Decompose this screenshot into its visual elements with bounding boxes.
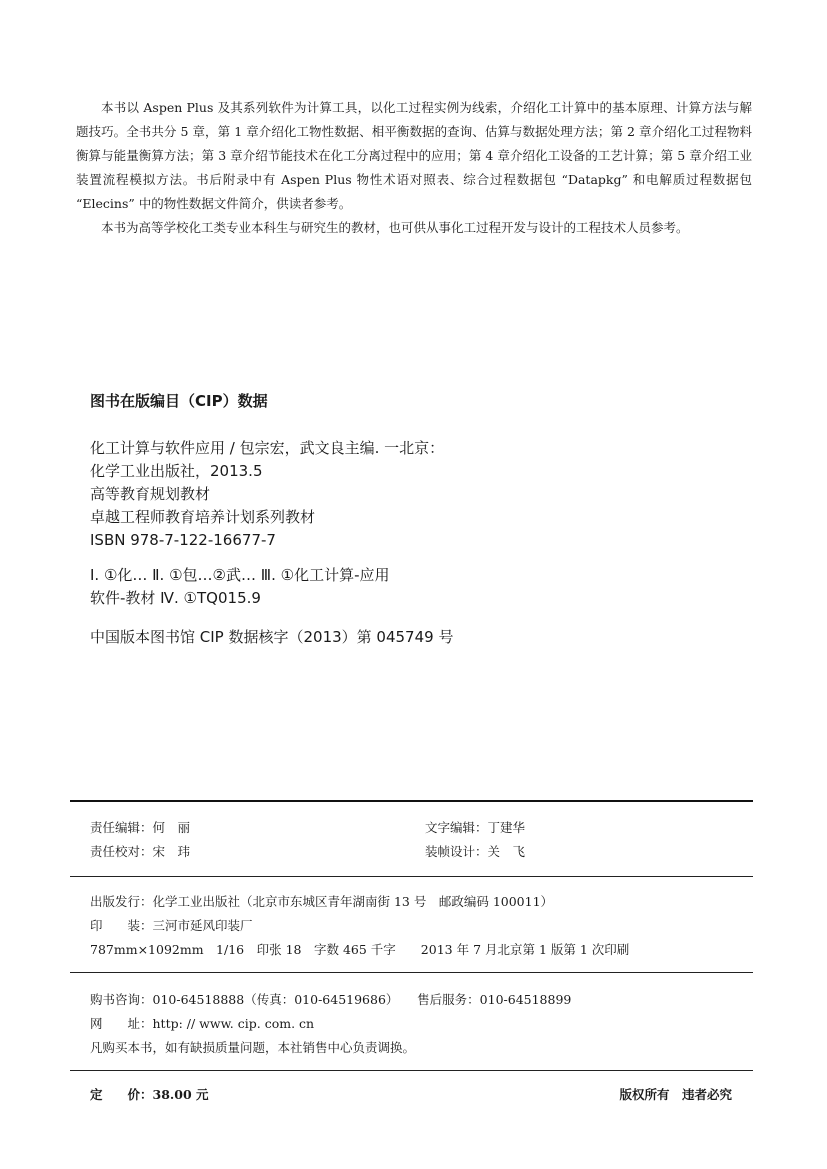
- credits: [90, 816, 740, 864]
- cip-title-line: 化工计算与软件应用 / 包宗宏，武文良主编. 一北京：: [90, 439, 445, 457]
- credit-editor: 责任编辑：何 丽: [90, 820, 191, 835]
- price-row: [90, 1083, 732, 1107]
- publisher-printer: 印 装：三河市延风印装厂: [90, 918, 253, 933]
- cip-isbn: ISBN 978-7-122-16677-7: [90, 531, 276, 549]
- book-abstract: [76, 96, 752, 240]
- contact-notice: 凡购买本书，如有缺损质量问题，本社销售中心负责调换。: [90, 1040, 416, 1055]
- cip-heading: 图书在版编目（CIP）数据: [90, 392, 268, 410]
- cip-subject-line-1: Ⅰ. ①化… Ⅱ. ①包…②武… Ⅲ. ①化工计算-应用: [90, 566, 390, 584]
- cip-publisher-line: 化学工业出版社，2013.5: [90, 462, 263, 480]
- abstract-paragraph-1: 本书以 Aspen Plus 及其系列软件为计算工具，以化工过程实例为线索，介绍化工计算中的基本原理、计算方法与解题技巧。全书共分 5 章，第 1 章介绍化工物性数据、相平衡数据的查询、估算与数据处理方法；第 2 章介绍化工过程物料衡算与能量衡算方法；第 3 章介绍节能技术在化工分离过程中的应用；第 4 章介绍化工设备的工艺计算；第 5 章介绍工业装置流程模拟方法。书后附录中有 Aspen Plus 物性术语对照表、综合过程数据包 “Datapkg” 和电解质过程数据包 “Elecins” 中的物性数据文件简介，供读者参考。: [76, 100, 752, 211]
- publisher-info: [90, 890, 740, 962]
- publisher-issue: 出版发行：化学工业出版社（北京市东城区青年湖南街 13 号 邮政编码 100011）: [90, 894, 554, 909]
- contact-purchase: 购书咨询：010-64518888（传真：010-64519686） 售后服务：010-64518899: [90, 992, 572, 1007]
- copyright-notice: 版权所有 违者必究: [619, 1087, 732, 1102]
- price: 定 价：38.00 元: [90, 1087, 209, 1102]
- credit-proofreader: 责任校对：宋 玮: [90, 844, 191, 859]
- cip-series-line-1: 高等教育规划教材: [90, 485, 211, 503]
- credit-designer: 装帧设计：关 飞: [425, 844, 526, 859]
- publisher-specs: 787mm×1092mm 1/16 印张 18 字数 465 千字 2013 年 7 月北京第 1 版第 1 次印刷: [90, 942, 630, 957]
- cip-record-number: 中国版本图书馆 CIP 数据核字（2013）第 045749 号: [90, 628, 454, 646]
- credit-text-editor: 文字编辑：丁建华: [425, 820, 526, 835]
- cip-record: [90, 437, 730, 649]
- contact-website: 网 址：http: // www. cip. com. cn: [90, 1016, 315, 1031]
- divider: [70, 972, 753, 973]
- contact-info: [90, 988, 740, 1060]
- cip-series-line-2: 卓越工程师教育培养计划系列教材: [90, 508, 316, 526]
- divider: [70, 876, 753, 877]
- divider: [70, 1070, 753, 1071]
- divider: [70, 800, 753, 802]
- abstract-paragraph-2: 本书为高等学校化工类专业本科生与研究生的教材，也可供从事化工过程开发与设计的工程技术人员参考。: [101, 220, 689, 235]
- cip-subject-line-2: 软件-教材 Ⅳ. ①TQ015.9: [90, 589, 261, 607]
